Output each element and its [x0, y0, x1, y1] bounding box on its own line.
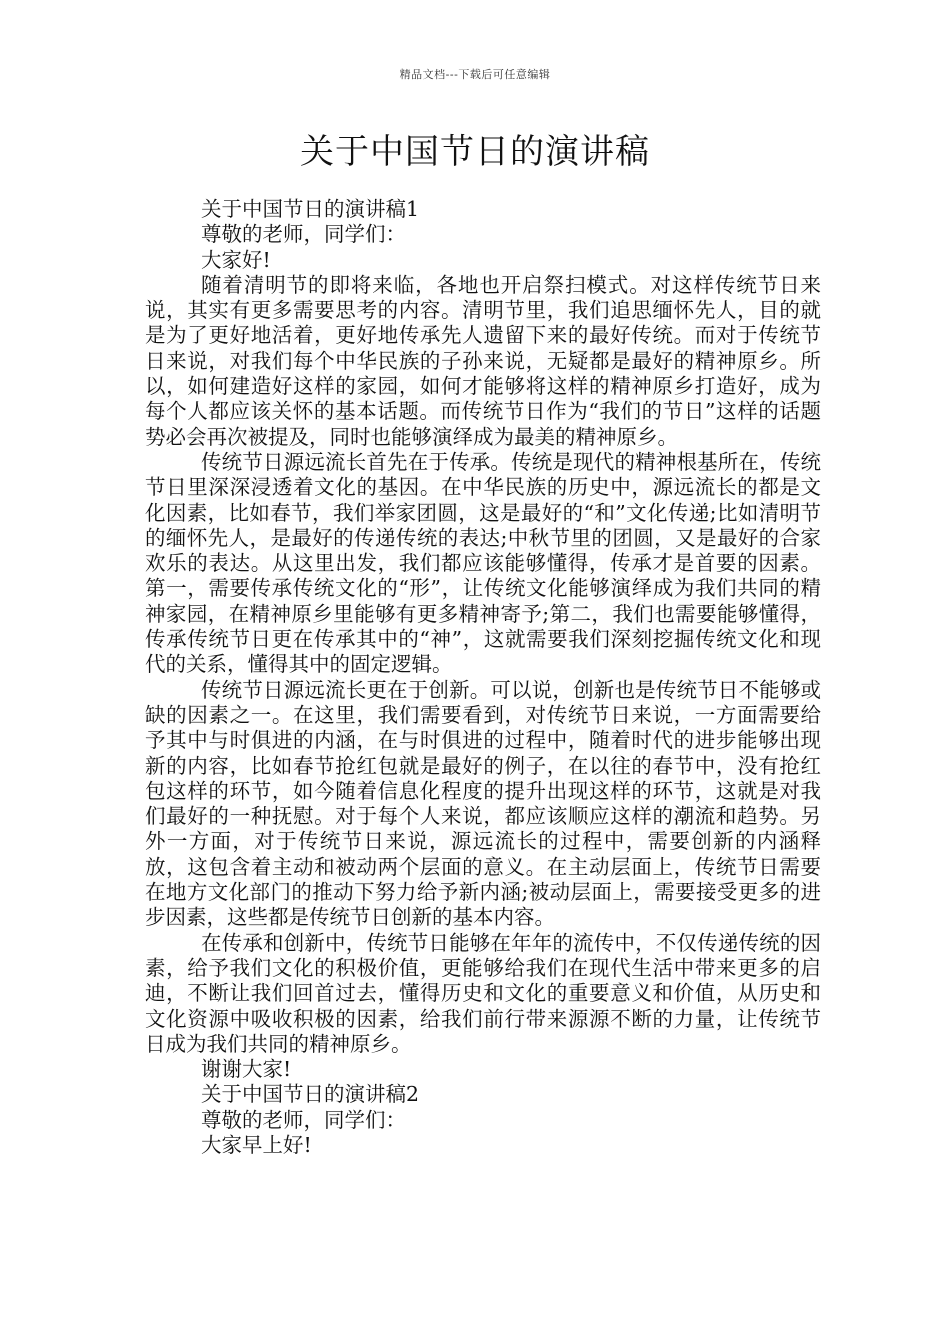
closing-thanks: 谢谢大家!	[201, 1057, 292, 1082]
document-body	[145, 197, 821, 1158]
paragraph: 传统节日源远流长首先在于传承。传统是现代的精神根基所在，传统节日里深深浸透着文化的基因。在中华民族的历史中，源远流长的都是文化因素，比如春节，我们举家团圆，这是最好的“和”文化传递;比如清明节的缅怀先人，是最好的传递传统的表达;中秋节里的团圆，又是最好的合家欢乐的表达。从这里出发，我们都应该能够懂得，传承才是首要的因素。第一，需要传承传统文化的“形”，让传统文化能够演绎成为我们共同的精神家园，在精神原乡里能够有更多精神寄予;第二，我们也需要能够懂得，传承传统节日更在传承其中的“神”，这就需要我们深刻挖掘传统文化和现代的关系，懂得其中的固定逻辑。	[145, 449, 821, 677]
header-note: 精品文档---下载后可任意编辑	[399, 68, 551, 81]
document-title: 关于中国节日的演讲稿	[300, 132, 650, 172]
salutation: 尊敬的老师，同学们：	[201, 222, 406, 247]
paragraph: 在传承和创新中，传统节日能够在年年的流传中，不仅传递传统的因素，给予我们文化的积极价值，更能够给我们在现代生活中带来更多的启迪，不断让我们回首过去，懂得历史和文化的重要意义和价值，从历史和文化资源中吸收积极的因素，给我们前行带来源源不断的力量，让传统节日成为我们共同的精神原乡。	[145, 930, 821, 1056]
paragraph: 随着清明节的即将来临，各地也开启祭扫模式。对这样传统节日来说，其实有更多需要思考的内容。清明节里，我们追思缅怀先人，目的就是为了更好地活着，更好地传承先人遗留下来的最好传统。而对于传统节日来说，对我们每个中华民族的子孙来说，无疑都是最好的精神原乡。所以，如何建造好这样的家园，如何才能够将这样的精神原乡打造好，成为每个人都应该关怀的基本话题。而传统节日作为“我们的节日”这样的话题势必会再次被提及，同时也能够演绎成为最美的精神原乡。	[145, 272, 821, 449]
greeting: 大家早上好!	[201, 1132, 312, 1157]
paragraph: 传统节日源远流长更在于创新。可以说，创新也是传统节日不能够或缺的因素之一。在这里，我们需要看到，对传统节日来说，一方面需要给予其中与时俱进的内涵，在与时俱进的过程中，随着时代的进步能够出现新的内容，比如春节抢红包就是最好的例子，在以往的春节中，没有抢红包这样的环节，如今随着信息化程度的提升出现这样的环节，这就是对我们最好的一种抚慰。对于每个人来说，都应该顺应这样的潮流和趋势。另外一方面，对于传统节日来说，源远流长的过程中，需要创新的内涵释放，这包含着主动和被动两个层面的意义。在主动层面上，传统节日需要在地方文化部门的推动下努力给予新内涵;被动层面上，需要接受更多的进步因素，这些都是传统节日创新的基本内容。	[145, 677, 821, 930]
speech-1-heading: 关于中国节日的演讲稿1	[201, 197, 420, 221]
salutation: 尊敬的老师，同学们：	[201, 1107, 406, 1132]
greeting: 大家好!	[201, 247, 271, 272]
speech-2-heading: 关于中国节日的演讲稿2	[201, 1082, 420, 1107]
